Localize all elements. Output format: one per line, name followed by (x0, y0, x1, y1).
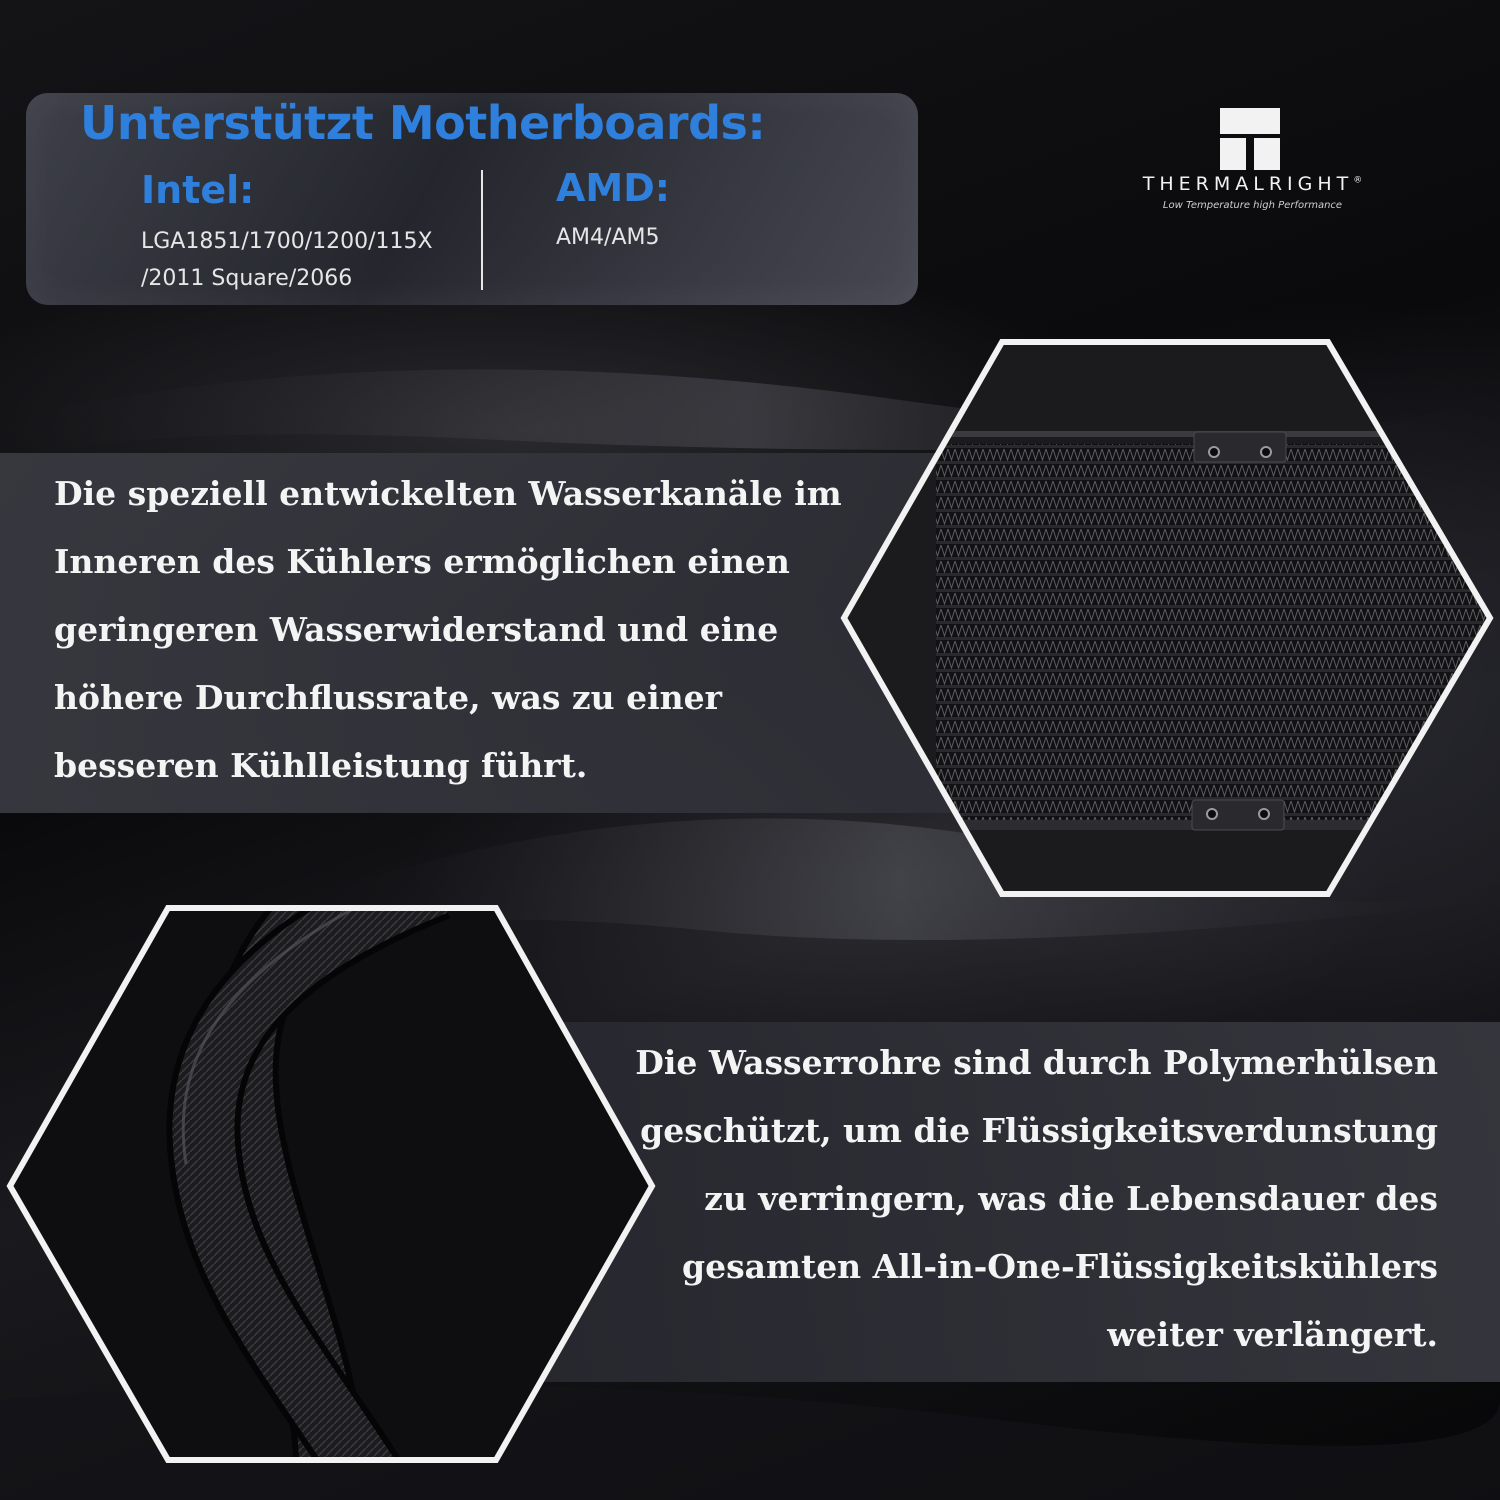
radiator-photo-hexagon (836, 336, 1500, 900)
feature-2-text: Die Wasserrohre sind durch Polymerhülsen geschützt, um die Flüssigkeitsverdunstung zu verringern, was die Lebensdauer des gesamten All-in-One-Flüssigkeitskühlers weiter verlängert. (635, 1043, 1438, 1354)
tubes-photo-hexagon (6, 904, 658, 1466)
registered-mark: ® (1353, 175, 1368, 186)
feature-1-text: Die speziell entwickelten Wasserkanäle im Inneren des Kühlers ermöglichen einen geringeren Wasserwiderstand und eine höhere Durchflussrate, was zu einer besseren Kühlleistung führt. (54, 474, 842, 785)
brand-tagline: Low Temperature high Performance (1162, 200, 1343, 211)
brand-name: THERMALRIGHT (1142, 173, 1354, 195)
motherboard-support-title: Unterstützt Motherboards: (80, 96, 766, 150)
column-divider (481, 170, 483, 290)
brand-wordmark (1100, 173, 1410, 195)
intel-sockets-line-1: LGA1851/1700/1200/115X (141, 229, 433, 254)
amd-label: AMD: (556, 166, 670, 210)
amd-sockets: AM4/AM5 (556, 225, 660, 250)
intel-sockets-line-2: /2011 Square/2066 (141, 266, 353, 291)
thermalright-logo-icon (1218, 108, 1282, 170)
intel-label: Intel: (141, 168, 255, 212)
